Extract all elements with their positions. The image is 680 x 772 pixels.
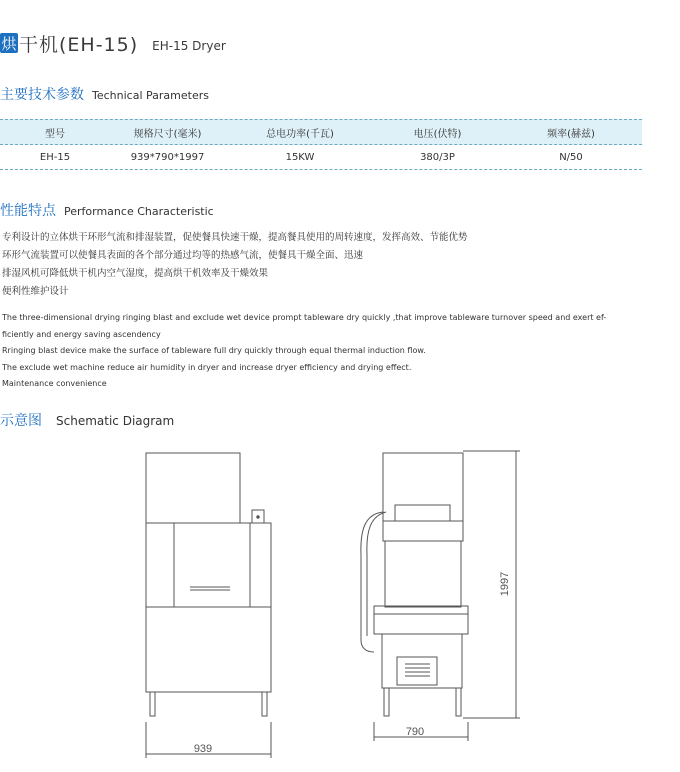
performance-en-line: Maintenance convenience: [2, 379, 107, 388]
section-schematic-heading: [0, 410, 174, 430]
performance-cn-line: 便利性维护设计: [2, 286, 69, 297]
performance-cn-line: 排湿风机可降低烘干机内空气湿度，提高烘干机效率及干燥效果: [2, 268, 269, 279]
performance-en-line: The exclude wet machine reduce air humidity in dryer and increase dryer efficiency and drying effect.: [2, 362, 412, 372]
title-main: 干机(EH-15): [19, 33, 139, 56]
table-header-cell: 总电功率(千瓦): [266, 128, 334, 140]
table-header-cell: 电压(伏特): [413, 128, 462, 140]
table-header-cell: 规格尺寸(毫米): [133, 128, 202, 140]
performance-en-line: ficiently and energy saving ascendency: [2, 329, 161, 339]
table-row: [0, 145, 642, 170]
table-cell-frequency: N/50: [559, 151, 583, 163]
performance-en-line: The three-dimensional drying ringing blast and exclude wet device prompt tableware dry quickly ,that improve tableware turnover speed and exert ef-: [2, 313, 607, 322]
dim-height-label: 1997: [499, 571, 511, 597]
performance-title-cn: 性能特点: [0, 203, 56, 219]
section-technical-heading: [0, 84, 209, 104]
side-view: [361, 451, 520, 741]
table-cell-model: EH-15: [39, 151, 71, 163]
dim-width-label: 939: [193, 743, 213, 755]
performance-title-en: Performance Characteristic: [64, 205, 214, 218]
schematic-drawing: [0, 440, 680, 772]
page-title: [0, 28, 226, 58]
schematic-title-en: Schematic Diagram: [56, 414, 175, 428]
table-cell-voltage: 380/3P: [420, 151, 455, 163]
performance-cn-list: [2, 229, 652, 301]
dim-depth-label: 790: [405, 726, 425, 738]
table-header-cell: 型号: [45, 128, 65, 140]
performance-en-line: Rringing blast device make the surface of tableware full dry quickly through equal thermal induction flow.: [2, 346, 426, 355]
table-header-cell: 频率(赫兹): [547, 128, 595, 140]
parameters-table: [0, 119, 642, 170]
technical-title-cn: 主要技术参数: [0, 87, 84, 103]
performance-cn-line: 环形气流装置可以使餐具表面的各个部分通过均等的热感气流，使餐具干燥全面、迅速: [2, 250, 364, 261]
performance-cn-line: 专利设计的立体烘干环形气流和排湿装置，促使餐具快速干燥，提高餐具使用的周转速度，发挥高效、节能优势: [2, 232, 468, 243]
schematic-title-cn: 示意图: [0, 413, 42, 429]
title-subtitle: EH-15 Dryer: [152, 39, 226, 53]
section-performance-heading: [0, 200, 214, 220]
technical-title-en: Technical Parameters: [92, 89, 209, 102]
table-cell-size: 939*790*1997: [130, 151, 205, 163]
front-view: [146, 453, 271, 758]
performance-en-list: [2, 310, 652, 393]
table-cell-power: 15KW: [285, 151, 315, 163]
title-badge: 烘: [1, 34, 17, 53]
table-header-row: [0, 119, 642, 145]
